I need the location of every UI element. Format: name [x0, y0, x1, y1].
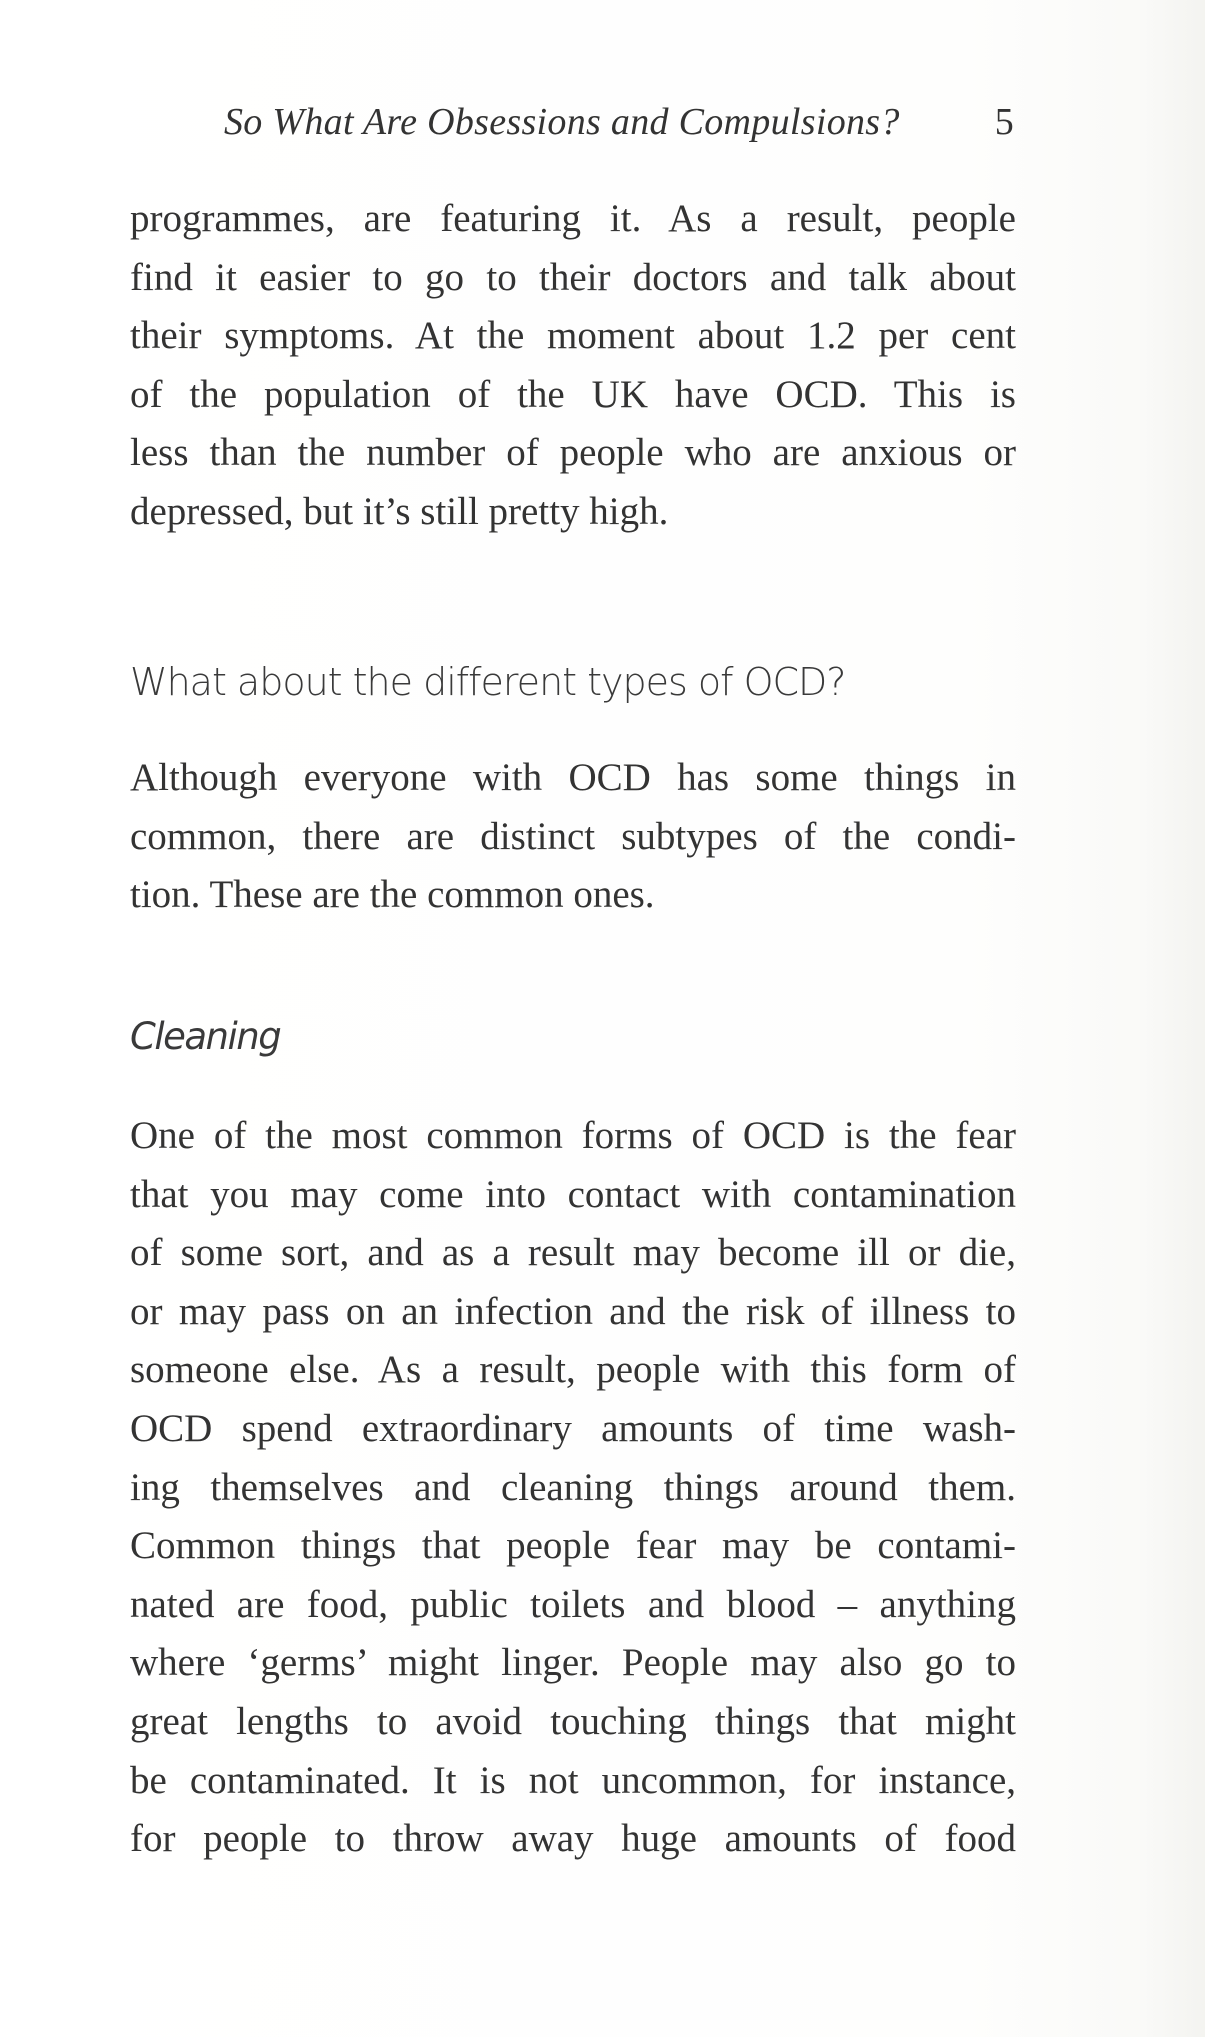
text-line: less than the number of people who are anxious or — [130, 431, 1016, 475]
text-line: that you may come into contact with contamination — [130, 1172, 1016, 1216]
text-line: their symptoms. At the moment about 1.2 per cent — [130, 314, 1016, 358]
text-line: Although everyone with OCD has some things in — [130, 756, 1016, 799]
text-line: or may pass on an infection and the risk of illness to — [130, 1289, 1016, 1333]
running-head-title: So What Are Obsessions and Compulsions? — [224, 101, 900, 143]
text-line: someone else. As a result, people with this form of — [130, 1348, 1016, 1392]
text-line: ing themselves and cleaning things around them. — [130, 1465, 1016, 1509]
paragraph-subtypes-intro — [130, 749, 1016, 925]
text-line: for people to throw away huge amounts of food — [130, 1817, 1016, 1861]
text-line: common, there are distinct subtypes of the condi- — [130, 814, 1016, 858]
text-line: of some sort, and as a result may become ill or die, — [130, 1231, 1016, 1275]
section-heading: What about the different types of OCD? — [130, 660, 846, 704]
text-line: find it easier to go to their doctors and talk about — [130, 255, 1016, 299]
text-line: programmes, are featuring it. As a result, people — [130, 197, 1016, 240]
text-line: tion. These are the common ones. — [130, 873, 655, 917]
text-line: depressed, but it’s still pretty high. — [130, 489, 669, 533]
paragraph-prevalence — [130, 190, 1016, 542]
subsection-heading: Cleaning — [130, 1015, 281, 1058]
text-line: of the population of the UK have OCD. This is — [130, 372, 1016, 416]
text-line: be contaminated. It is not uncommon, for instance, — [130, 1758, 1016, 1802]
paragraph-cleaning — [130, 1107, 1016, 1869]
text-line: nated are food, public toilets and blood – anything — [130, 1582, 1016, 1626]
text-line: One of the most common forms of OCD is the fear — [130, 1114, 1016, 1157]
text-line: where ‘germs’ might linger. People may also go to — [130, 1641, 1016, 1685]
page-number: 5 — [994, 101, 1014, 143]
text-line: Common things that people fear may be contami- — [130, 1524, 1016, 1568]
page-edge-shading — [1145, 0, 1205, 2037]
running-head — [128, 96, 1016, 156]
text-line: OCD spend extraordinary amounts of time wash- — [130, 1406, 1016, 1450]
text-line: great lengths to avoid touching things that might — [130, 1699, 1016, 1743]
